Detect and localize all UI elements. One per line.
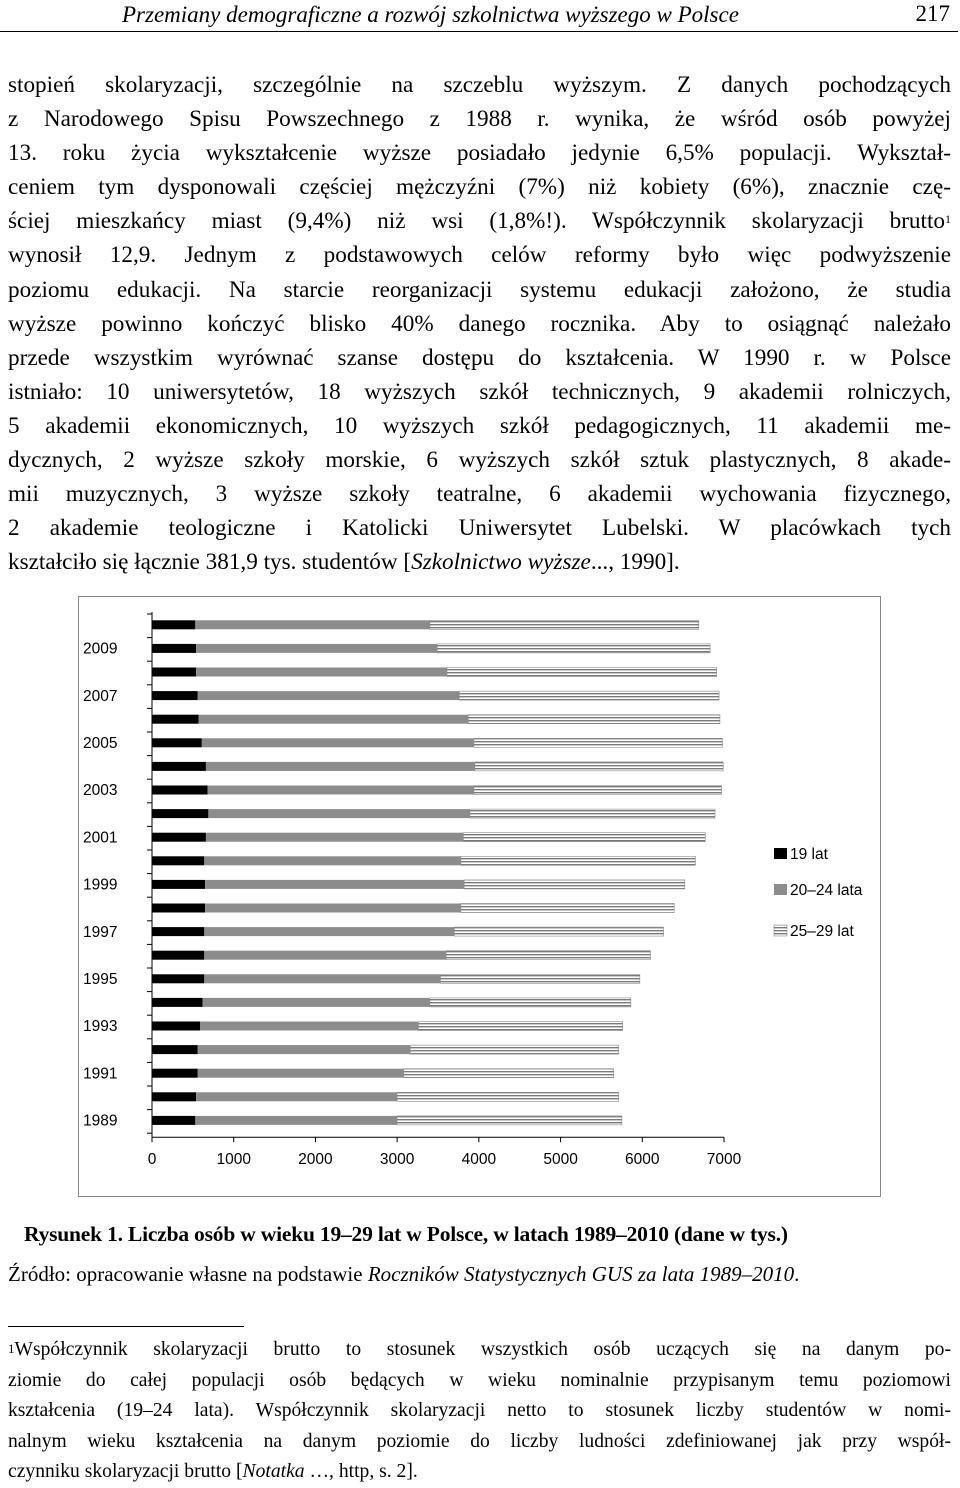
bar-20-24-lata xyxy=(196,668,447,677)
x-tick-label: 3000 xyxy=(379,1151,415,1169)
bar-19-lat xyxy=(152,668,196,677)
bar-19-lat xyxy=(152,1045,198,1054)
bar-19-lat xyxy=(152,644,196,653)
bar-25-29-lat xyxy=(397,1092,618,1101)
bar-25-29-lat xyxy=(410,1045,618,1054)
bar-20-24-lata xyxy=(208,786,474,795)
bar-25-29-lat xyxy=(446,951,650,960)
text-line: 2 akademie teologiczne i Katolicki Uniwersytet Lubelski. W placówkach tych xyxy=(8,515,951,542)
bar-19-lat xyxy=(152,880,205,889)
bar-20-24-lata xyxy=(198,1045,410,1054)
footnote-text: Współczynnik skolaryzacji brutto to stosunek wszystkich osób uczących się na danym po- xyxy=(14,1339,951,1360)
text-line: wynosił 12,9. Jednym z podstawowych celów reformy było więc podwyższenie xyxy=(8,242,951,269)
bar-20-24-lata xyxy=(198,691,459,700)
bar-19-lat xyxy=(152,1116,195,1125)
footnote xyxy=(8,1335,951,1488)
legend-swatch xyxy=(774,925,787,936)
footnote-line xyxy=(8,1335,951,1366)
page-header xyxy=(0,0,960,34)
text-line: 5 akademii ekonomicznych, 10 wyższych szkół pedagogicznych, 11 akademii me- xyxy=(8,412,951,439)
text-line: stopień skolaryzacji, szczególnie na szczeblu wyższym. Z danych pochodzących xyxy=(8,72,951,98)
text-segment: ..., 1990]. xyxy=(590,549,680,576)
y-tick-label: 2005 xyxy=(83,735,118,752)
bar-20-24-lata xyxy=(195,1116,397,1125)
bar-20-24-lata xyxy=(206,762,475,771)
bar-25-29-lat xyxy=(430,998,631,1007)
legend-swatch xyxy=(774,884,787,895)
bar-20-24-lata xyxy=(205,904,461,913)
bar-19-lat xyxy=(152,951,204,960)
bar-19-lat xyxy=(152,715,199,724)
bar-25-29-lat xyxy=(463,833,705,842)
footnote-citation: Notatka xyxy=(242,1461,305,1482)
bar-19-lat xyxy=(152,1069,198,1078)
bar-chart xyxy=(79,597,882,1198)
bar-25-29-lat xyxy=(397,1116,622,1125)
bar-20-24-lata xyxy=(208,809,469,818)
bar-19-lat xyxy=(152,809,208,818)
bar-20-24-lata xyxy=(195,620,430,629)
y-tick-label: 2009 xyxy=(83,640,118,658)
footnote-text: …, http, s. 2]. xyxy=(304,1461,418,1482)
citation-title: Szkolnictwo wyższe xyxy=(411,549,591,576)
bar-19-lat xyxy=(152,762,206,771)
bar-19-lat xyxy=(152,786,208,795)
footnote-text: czynniku skolaryzacji brutto [ xyxy=(8,1461,243,1482)
y-tick-label: 1999 xyxy=(83,876,118,894)
bar-19-lat xyxy=(152,1022,200,1031)
y-tick-label: 1997 xyxy=(83,923,118,941)
bar-19-lat xyxy=(152,620,195,629)
y-tick-label: 1989 xyxy=(83,1112,118,1130)
footnote-line: ziomie do całej populacji osób będących w wieku nominalnie przypisanym temu poziomowi xyxy=(8,1369,951,1391)
text-line: poziomu edukacji. Na starcie reorganizacji systemu edukacji założono, że studia xyxy=(8,276,951,303)
bar-25-29-lat xyxy=(468,715,720,724)
bar-25-29-lat xyxy=(464,880,685,889)
source-text: Źródło: opracowanie własne na podstawie xyxy=(8,1262,368,1286)
bar-20-24-lata xyxy=(204,974,440,983)
bar-25-29-lat xyxy=(430,620,699,629)
bar-20-24-lata xyxy=(196,1092,397,1101)
bar-19-lat xyxy=(152,691,198,700)
bar-19-lat xyxy=(152,974,204,983)
bar-25-29-lat xyxy=(437,644,710,653)
text-line-with-footnote xyxy=(8,204,951,238)
text-line: ceniem tym dysponowali częściej mężczyźni (7%) niż kobiety (6%), znacznie czę- xyxy=(8,174,951,201)
footnote-line: kształcenia (19–24 lata). Współczynnik skolaryzacji netto to stosunek liczby studentów w nomi- xyxy=(8,1400,951,1421)
bar-19-lat xyxy=(152,856,204,865)
bar-20-24-lata xyxy=(205,880,464,889)
source-title: Roczników Statystycznych GUS za lata 1989–2010 xyxy=(367,1262,795,1286)
legend-label: 20–24 lata xyxy=(790,882,863,899)
y-tick-label: 1993 xyxy=(83,1018,118,1036)
bar-20-24-lata xyxy=(199,715,469,724)
x-tick-label: 1000 xyxy=(216,1151,251,1169)
bar-20-24-lata xyxy=(204,927,454,936)
bar-25-29-lat xyxy=(474,738,722,747)
bar-19-lat xyxy=(152,904,205,913)
x-tick-label: 4000 xyxy=(461,1151,497,1169)
figure-source xyxy=(8,1262,799,1287)
bar-25-29-lat xyxy=(454,927,663,936)
bar-20-24-lata xyxy=(202,738,474,747)
bar-20-24-lata xyxy=(203,998,430,1007)
y-tick-label: 2007 xyxy=(83,687,118,705)
bar-20-24-lata xyxy=(206,833,463,842)
running-title: Przemiany demograficzne a rozwój szkolnictwa wyższego w Polsce xyxy=(122,2,739,27)
text-line: 13. roku życia wykształcenie wyższe posiadało jedynie 6,5% populacji. Wykształ- xyxy=(8,140,951,167)
y-tick-label: 1995 xyxy=(83,971,118,988)
bar-19-lat xyxy=(152,927,204,936)
footnote-rule xyxy=(8,1326,244,1327)
y-tick-label: 1991 xyxy=(83,1065,118,1083)
bar-25-29-lat xyxy=(475,762,723,771)
bar-25-29-lat xyxy=(461,856,696,865)
bar-25-29-lat xyxy=(440,974,639,983)
x-tick-label: 5000 xyxy=(543,1151,578,1169)
text-line: istniało: 10 uniwersytetów, 18 wyższych szkół technicznych, 9 akademii rolniczych, xyxy=(8,378,951,405)
text-line: dycznych, 2 wyższe szkoły morskie, 6 wyższych szkół sztuk plastycznych, 8 akade- xyxy=(8,447,951,474)
bar-25-29-lat xyxy=(459,691,719,700)
bar-25-29-lat xyxy=(418,1022,622,1031)
bar-25-29-lat xyxy=(461,904,674,913)
x-tick-label: 7000 xyxy=(706,1151,742,1169)
text-line: mii muzycznych, 3 wyższe szkoły teatralne, 6 akademii wychowania fizycznego, xyxy=(8,481,951,508)
text-segment: kształciło się łącznie 381,9 tys. studentów [ xyxy=(8,549,412,576)
page-number: 217 xyxy=(915,1,950,26)
text-line: z Narodowego Spisu Powszechnego z 1988 r. wynika, że wśród osób powyżej xyxy=(8,106,951,133)
bar-20-24-lata xyxy=(204,856,461,865)
bar-20-24-lata xyxy=(196,644,437,653)
text-line: przede wszystkim wyrównać szanse dostępu do kształcenia. W 1990 r. w Polsce xyxy=(8,344,951,371)
footnote-line: nalnym wieku kształcenia na danym poziomie do liczby ludności zdefiniowanej jak przy współ- xyxy=(8,1430,951,1452)
bar-25-29-lat xyxy=(474,786,722,795)
bar-19-lat xyxy=(152,998,203,1007)
y-tick-label: 2001 xyxy=(83,829,118,847)
legend-label: 19 lat xyxy=(790,846,828,863)
text-line: ściej mieszkańcy miast (9,4%) niż wsi (1,8%!). Współczynnik skolaryzacji brutto xyxy=(8,208,945,235)
body-paragraph xyxy=(8,68,951,579)
source-text: . xyxy=(794,1262,800,1286)
bar-20-24-lata xyxy=(204,951,446,960)
legend-swatch xyxy=(774,848,787,859)
legend-label: 25–29 lat xyxy=(790,923,854,940)
bar-19-lat xyxy=(152,1092,196,1101)
bar-19-lat xyxy=(152,738,202,747)
x-tick-label: 2000 xyxy=(298,1151,333,1169)
bar-20-24-lata xyxy=(200,1022,418,1031)
figure-caption: Rysunek 1. Liczba osób w wieku 19–29 lat w Polsce, w latach 1989–2010 (dane w tys.) xyxy=(24,1222,788,1246)
x-tick-label: 6000 xyxy=(625,1151,660,1169)
figure-frame xyxy=(78,596,881,1197)
text-line: wyższe powinno kończyć blisko 40% danego rocznika. Aby to osiągnąć należało xyxy=(8,310,951,337)
bar-25-29-lat xyxy=(447,668,717,677)
text-line xyxy=(8,545,951,579)
bar-20-24-lata xyxy=(198,1069,404,1078)
bar-25-29-lat xyxy=(404,1069,614,1078)
footnote-mark: 1 xyxy=(8,1341,15,1356)
header-rule xyxy=(0,31,958,32)
bar-25-29-lat xyxy=(470,809,715,818)
y-tick-label: 2003 xyxy=(83,782,118,800)
bar-19-lat xyxy=(152,833,206,842)
footnote-ref: 1 xyxy=(945,212,951,227)
x-tick-label: 0 xyxy=(147,1151,157,1169)
